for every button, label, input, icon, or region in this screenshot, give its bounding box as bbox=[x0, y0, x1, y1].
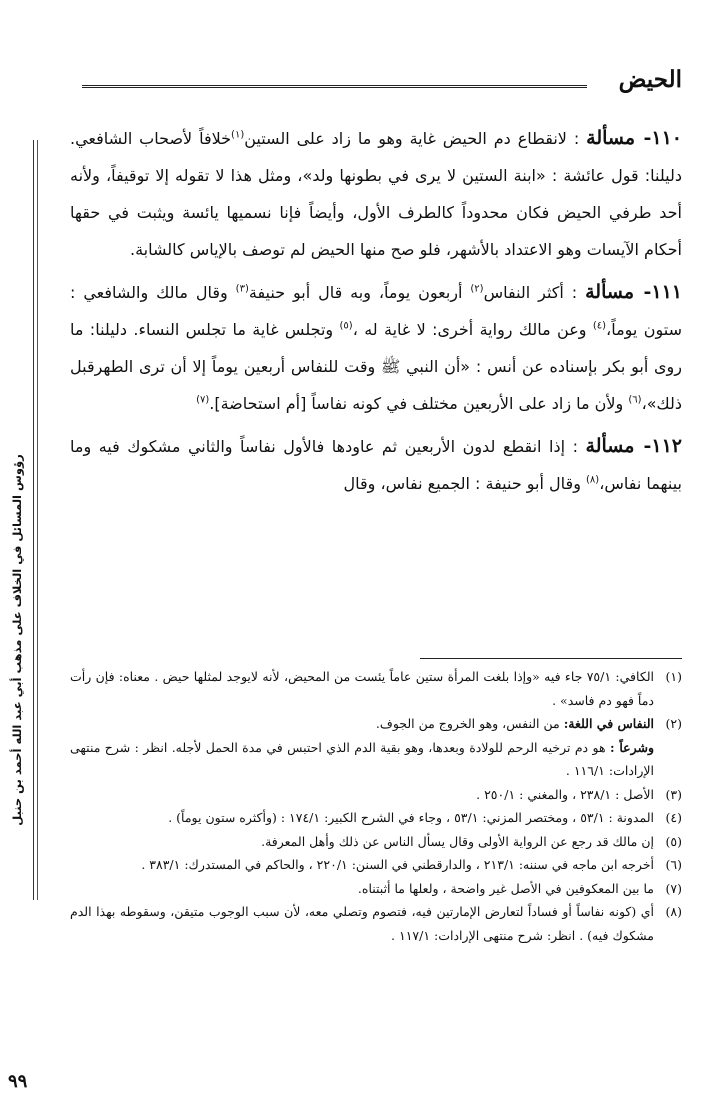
footnote-text: الكافي: ٧٥/١ جاء فيه «وإذا بلغت المرأة ستين عاماً يئست من المحيض، لأنه لايوجد لمثلها حيض . معناه: فإن رأت دماً فهو دم فاسد» . bbox=[70, 669, 655, 708]
footnote-ref[interactable]: (٥) bbox=[339, 320, 353, 332]
footnote-5 bbox=[70, 830, 682, 854]
footnote-4 bbox=[70, 806, 682, 830]
footnote-ref[interactable]: (١) bbox=[231, 129, 245, 141]
footnote-definition: هو دم ترخيه الرحم للولادة وبعدها، وهو بقية الدم الذي احتبس في مدة الحمل لأجله. انظر : شرح منتهى الإرادات: ١١٦/١ . bbox=[70, 739, 654, 778]
issue-text: وعن مالك رواية أخرى: لا غاية له ، bbox=[352, 320, 593, 339]
footnote-divider bbox=[420, 658, 682, 659]
issue-text: أربعون يوماً، وبه قال أبو حنيفة bbox=[248, 283, 471, 302]
issue-text: وتجلس غاية ما تجلس النساء. دليلنا: ما روى أبو بكر بإسناده عن أنس : «أن النبي ﷺ وقت للنفاس أربعين يوماً إلا أن ترى الطهرقبل ذلك»، bbox=[70, 320, 682, 413]
issue-text: وقال أبو حنيفة : الجميع نفاس، وقال bbox=[343, 474, 586, 493]
footnote-text bbox=[70, 712, 654, 736]
footnote-ref[interactable]: (٨) bbox=[586, 474, 600, 486]
footnote-number: (٨) bbox=[665, 904, 682, 919]
footnote-ref[interactable]: (٣) bbox=[235, 283, 249, 295]
footnote-ref[interactable]: (٢) bbox=[470, 283, 484, 295]
footnote-number: (٢) bbox=[665, 716, 682, 731]
page-number: ٩٩ bbox=[8, 1071, 28, 1092]
footnote-text bbox=[70, 736, 654, 783]
footnote-1 bbox=[70, 665, 682, 712]
footnote-number: (١) bbox=[665, 669, 682, 684]
footnote-number bbox=[654, 736, 682, 783]
footnote-2 bbox=[70, 712, 682, 736]
footnote-3 bbox=[70, 783, 682, 807]
issue-heading: ١١٠- مسألة bbox=[586, 127, 682, 149]
margin-book-title bbox=[4, 454, 30, 826]
footnotes bbox=[70, 665, 682, 947]
issue-text: : لانقطاع دم الحيض غاية وهو ما زاد على الستين bbox=[244, 129, 580, 148]
footnote-7 bbox=[70, 877, 682, 901]
footnote-number: (٣) bbox=[665, 786, 682, 802]
issue-text: : أكثر النفاس bbox=[483, 283, 578, 302]
issue-heading: ١١١- مسألة bbox=[585, 281, 682, 303]
footnote-ref[interactable]: (٤) bbox=[592, 320, 607, 332]
footnote-term: النفاس في اللغة: bbox=[563, 716, 654, 731]
footnote-text: أخرجه ابن ماجه في سننه: ٢١٣/١ ، والدارقطني في السنن: ٢٢٠/١ ، والحاكم في المستدرك: ٣٨٣/١ . bbox=[141, 857, 654, 872]
margin-rule-inner bbox=[37, 140, 38, 900]
main-text bbox=[70, 120, 682, 508]
footnote-text: أي (كونه نفاساً أو فساداً لتعارض الإمارتين فيه، فتصوم وتصلي معه، لأن سبب الوجوب متيقن، وسقوطه بهذا الدم مشكوك فيه) . انظر: شرح منتهى الإرادات: ١١٧/١ . bbox=[70, 904, 654, 943]
running-header bbox=[82, 66, 682, 100]
footnote-text: الأصل : ٢٣٨/١ ، والمغني : ٢٥٠/١ . bbox=[476, 786, 654, 802]
footnote-8 bbox=[70, 900, 682, 947]
footnote-number: (٧) bbox=[665, 880, 682, 896]
issue-text: : إذا انقطع لدون الأربعين ثم عاودها فالأول نفاساً والثاني مشكوك فيه وما بينهما نفاس، bbox=[70, 437, 682, 493]
footnote-number: (٤) bbox=[665, 810, 682, 825]
issue-text: ولأن ما زاد على الأربعين مختلف في كونه نفاساً [أم استحاضة]. bbox=[209, 394, 629, 413]
issue-110 bbox=[70, 120, 682, 268]
issue-112 bbox=[70, 428, 682, 502]
footnote-term: وشرعاً : bbox=[609, 739, 655, 755]
chapter-title: الحيض bbox=[618, 66, 682, 93]
footnote-definition: من النفس، وهو الخروج من الجوف. bbox=[375, 716, 564, 731]
margin-rule bbox=[33, 140, 34, 900]
issue-text: وقال مالك والشافعي : ستون يوماً، bbox=[70, 283, 682, 339]
footnote-text: المدونة : ٥٣/١ ، ومختصر المزني: ٥٣/١ ، وجاء في الشرح الكبير: ١٧٤/١ : (وأكثره ستون يوماً) . bbox=[168, 810, 654, 825]
footnote-number: (٦) bbox=[665, 857, 682, 872]
header-rule bbox=[82, 85, 587, 89]
footnote-2-cont bbox=[70, 736, 682, 783]
margin-book-title-text: رؤوس المسائل في الخلاف على مذهب أبي عبد الله أحمد بن حنبل bbox=[10, 454, 25, 826]
issue-111 bbox=[70, 274, 682, 422]
footnote-number: (٥) bbox=[665, 833, 682, 849]
footnote-ref[interactable]: (٧) bbox=[196, 394, 210, 406]
issue-heading: ١١٢- مسألة bbox=[585, 435, 682, 457]
footnote-text: ما بين المعكوفين في الأصل غير واضحة ، ولعلها ما أثبتناه. bbox=[357, 880, 654, 896]
issue-text: خلافاً لأصحاب الشافعي. دليلنا: قول عائشة : «ابنة الستين لا يرى في بطونها ولد»، ومثل هذا لا تقوله إلا توقيفاً، ولأنه أحد طرفي الحيض فكان محدوداً كالطرف الأول، وأيضاً فإنا نسميها يائسة ويثبت في حقها أحكام الآيسات وهو الاعتداد بالأشهر، فلو صح منها الحيض لم توصف بالإياس كالشابة. bbox=[70, 129, 682, 259]
footnote-ref[interactable]: (٦) bbox=[628, 394, 642, 406]
footnote-text: إن مالك قد رجع عن الرواية الأولى وقال يسأل الناس عن ذلك وأهل المعرفة. bbox=[261, 833, 654, 849]
footnote-6 bbox=[70, 853, 682, 877]
